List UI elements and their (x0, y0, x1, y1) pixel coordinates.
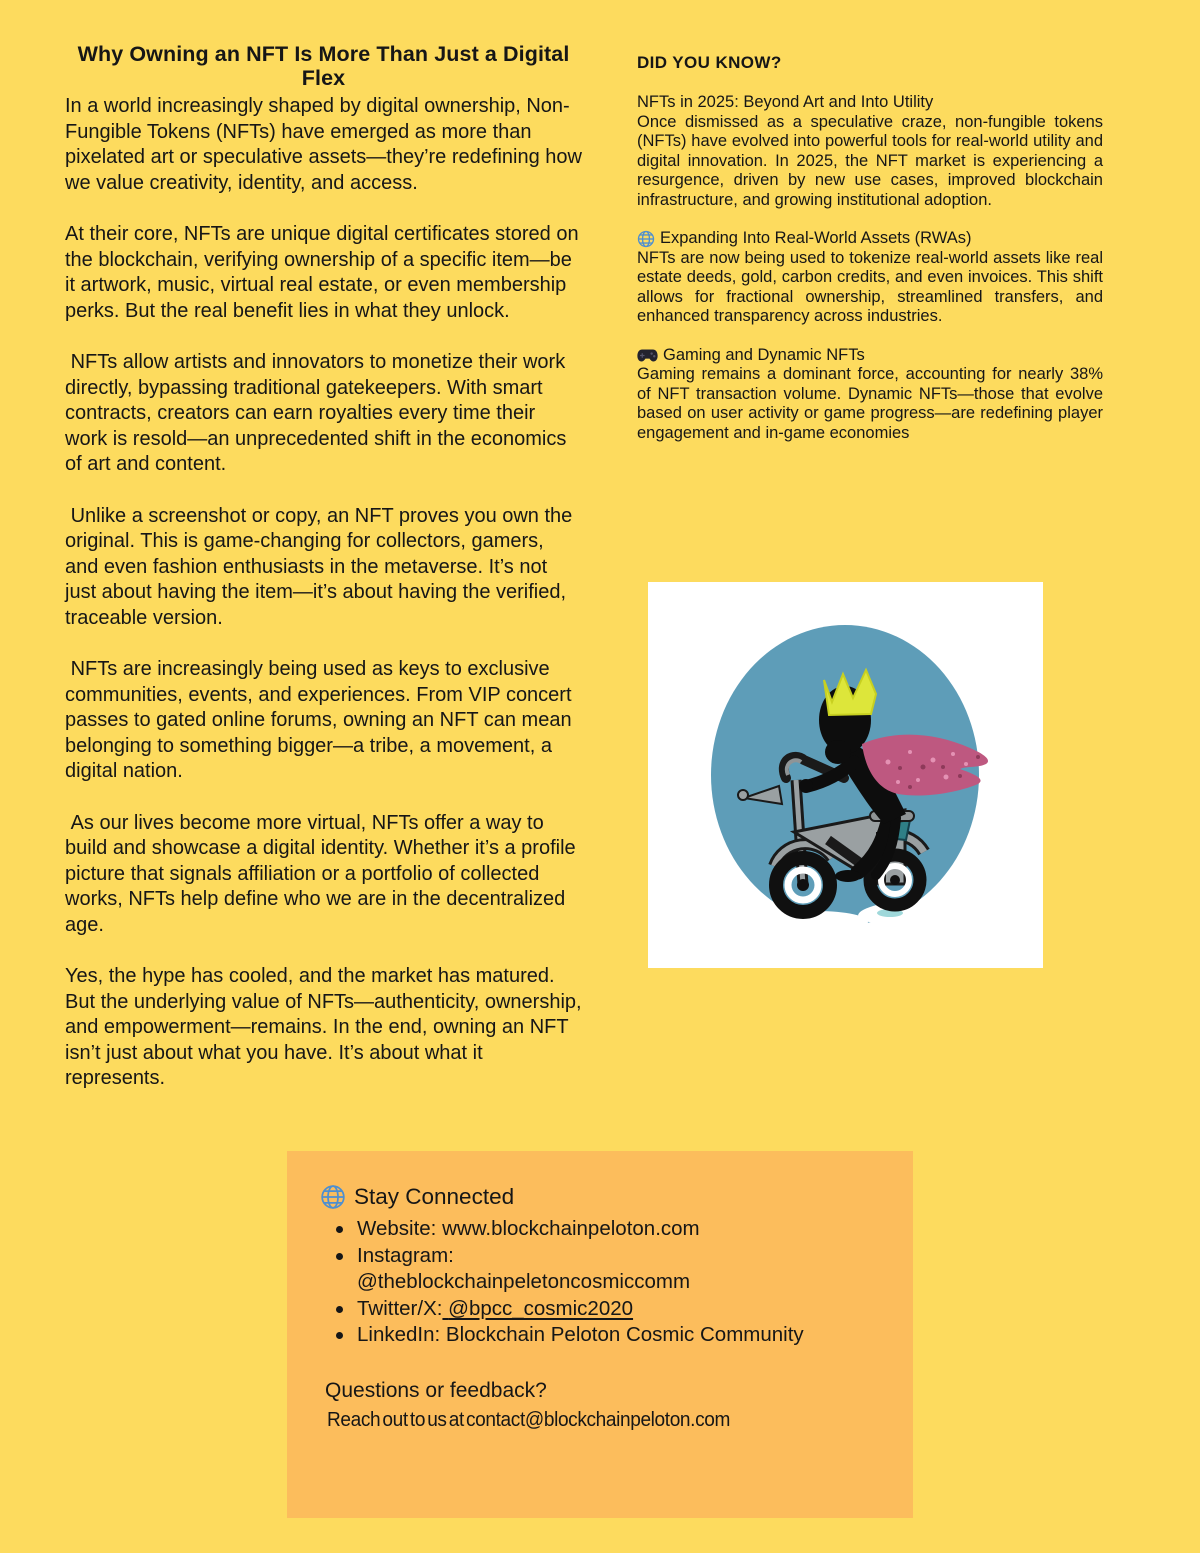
gamepad-icon (637, 348, 658, 363)
nft-rider-illustration (648, 582, 1043, 968)
stay-connected-panel (287, 1151, 913, 1518)
website-value: www.blockchainpeloton.com (442, 1217, 700, 1240)
article-paragraph-6: As our lives become more virtual, NFTs offer a way to build and showcase a digital identity. Whether it’s a profile picture that signals affiliation or a portfolio of collected works, NFTs help define who we are in the decentralized age. (65, 811, 582, 936)
dyk-section-body: NFTs are now being used to tokenize real-world assets like real estate deeds, gold, carbon credits, and even invoices. This shift allows for fractional ownership, streamlined transfers, and enhanced transparency across industries. (637, 248, 1103, 325)
twitter-handle-link[interactable]: @bpcc_cosmic2020 (448, 1296, 634, 1320)
contact-text: Reach out to us at contact@blockchainpeloton.com (327, 1407, 730, 1431)
article-paragraph-7: Yes, the hype has cooled, and the market has matured. But the underlying value of NFTs—authenticity, ownership, and empowerment—remains. In the end, owning an NFT isn’t just about what you have. It’s about what it represents. (65, 965, 588, 1089)
article-paragraph-2: At their core, NFTs are unique digital certificates stored on the blockchain, verifying ownership of a specific item—be it artwork, music, virtual real estate, or even membership perks. But the real benefit lies in what they unlock. (65, 223, 585, 322)
dyk-section-body: Once dismissed as a speculative craze, non-fungible tokens (NFTs) have evolved into powerful tools for real-world utility and digital innovation. In 2025, the NFT market is experiencing a resurgence, driven by new use cases, improved blockchain infrastructure, and growing institutional adoption. (637, 112, 1103, 209)
stay-connected-heading: Stay Connected (320, 1184, 857, 1210)
questions-text: Questions or feedback? (325, 1378, 547, 1402)
linkedin-label: LinkedIn: (357, 1323, 441, 1346)
main-article (65, 42, 588, 1118)
twitter-item (331, 1296, 857, 1323)
article-paragraph-4: Unlike a screenshot or copy, an NFT proves you own the original. This is game-changing for collectors, gamers, and even fashion enthusiasts in the metaverse. It’s not just about having the item—it’s about having the verified, traceable version. (65, 504, 578, 629)
dyk-section-rwa (637, 229, 1103, 327)
dyk-section-utility (637, 93, 1103, 210)
dyk-section-body: Gaming remains a dominant force, accounting for nearly 38% of NFT transaction volume. Dynamic NFTs—those that evolve based on user activity or game progress—are redefining player engagement and in-game economies (637, 365, 1103, 442)
website-item (331, 1216, 857, 1243)
article-title: Why Owning an NFT Is More Than Just a Digital Flex (77, 42, 570, 90)
globe-icon (320, 1184, 346, 1210)
dyk-section-title: NFTs in 2025: Beyond Art and Into Utility (637, 93, 934, 111)
dyk-section-title: Expanding Into Real-World Assets (RWAs) (637, 229, 1103, 249)
instagram-item (331, 1243, 857, 1296)
instagram-label: Instagram: (357, 1243, 454, 1267)
globe-icon (637, 230, 655, 248)
linkedin-item (331, 1322, 857, 1349)
dyk-section-gaming (637, 346, 1103, 444)
twitter-label: Twitter/X: (357, 1296, 443, 1320)
article-paragraph-5: NFTs are increasingly being used as keys to exclusive communities, events, and experiences. From VIP concert passes to gated online forums, owning an NFT can mean belonging to something bigger—a tribe, a movement, a digital nation. (65, 658, 578, 782)
social-links-list (331, 1216, 857, 1349)
instagram-handle: @theblockchainpeletoncosmiccomm (357, 1270, 691, 1293)
linkedin-value: Blockchain Peloton Cosmic Community (445, 1323, 804, 1346)
article-paragraph-1: In a world increasingly shaped by digital ownership, Non-Fungible Tokens (NFTs) have emerged as more than pixelated art or speculative assets—they’re redefining how we value creativity, identity, and access. (65, 95, 588, 194)
dyk-section-title: Gaming and Dynamic NFTs (637, 346, 1103, 366)
website-label: Website: (357, 1217, 437, 1240)
did-you-know-panel (637, 53, 1103, 443)
article-paragraph-3: NFTs allow artists and innovators to monetize their work directly, bypassing traditional gatekeepers. With smart contracts, creators can earn royalties every time their work is resold—an unprecedented shift in the economics of art and content. (65, 351, 572, 475)
did-you-know-heading: DID YOU KNOW? (637, 53, 782, 72)
